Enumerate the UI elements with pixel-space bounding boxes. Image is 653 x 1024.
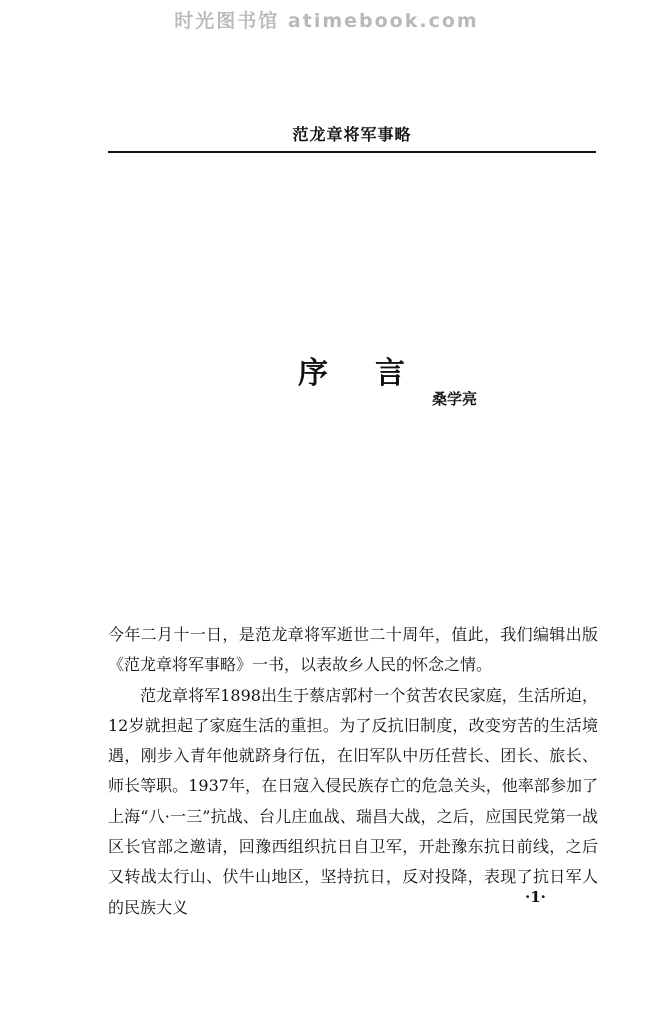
page-title	[275, 348, 475, 391]
watermark: 时光图书馆 atimebook.com	[174, 10, 479, 32]
title-char-2: 言	[375, 356, 405, 391]
title-char-1: 序	[298, 356, 328, 391]
page-number: ·1·	[525, 888, 546, 906]
author-name: 桑学亮	[432, 390, 478, 408]
paragraph-2: 范龙章将军1898出生于蔡店郭村一个贫苦农民家庭，生活所迫，12岁就担起了家庭生活的重担。为了反抗旧制度，改变穷苦的生活境遇，刚步入青年他就跻身行伍，在旧军队中历任营长、团长、旅长、师长等职。1937年，在日寇入侵民族存亡的危急关头，他率部参加了上海“八·一三”抗战、台儿庄血战、瑞昌大战，之后，应国民党第一战区长官部之邀请，回豫西组织抗日自卫军，开赴豫东抗日前线，之后又转战太行山、伏牛山地区，坚持抗日，反对投降，表现了抗日军人的民族大义	[108, 685, 598, 917]
body-text	[108, 620, 598, 923]
header-rule	[108, 151, 596, 153]
running-head: 范龙章将军事略	[292, 125, 412, 144]
paragraph-1: 今年二月十一日，是范龙章将军逝世二十周年，值此，我们编辑出版《范龙章将军事略》一书，以表故乡人民的怀念之情。	[108, 625, 598, 675]
